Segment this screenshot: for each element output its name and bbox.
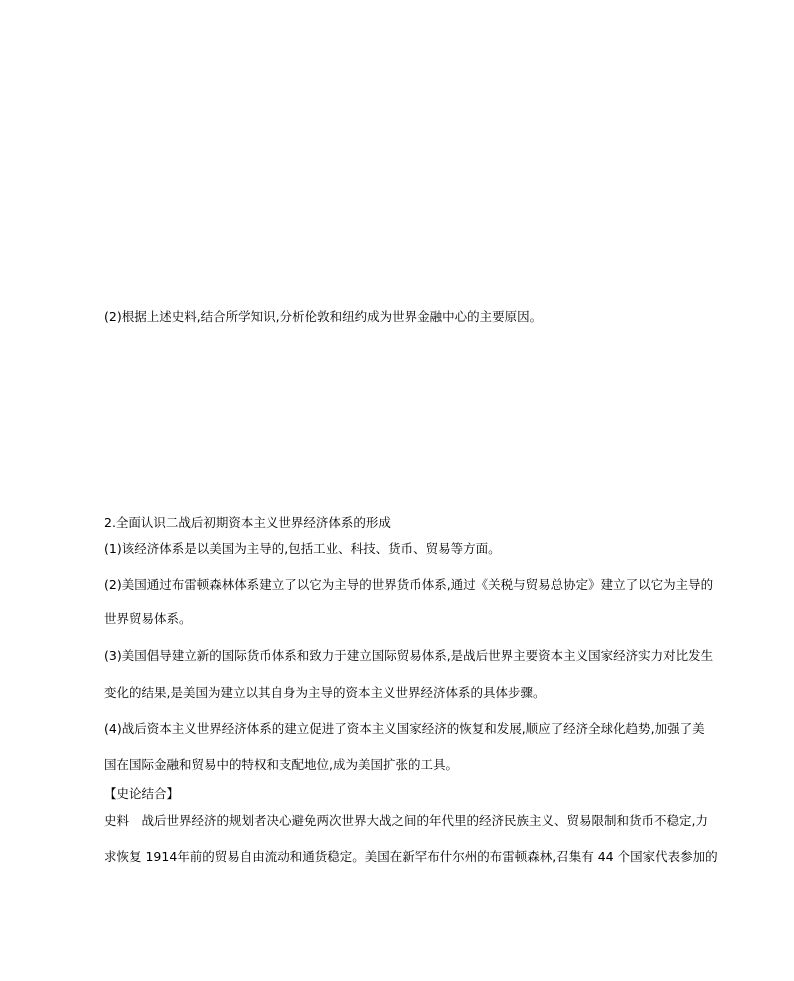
paragraph-3-line-1: (3)美国倡导建立新的国际货币体系和致力于建立国际贸易体系,是战后世界主要资本主义国家经济实力对比发生 (104, 648, 714, 663)
question-2: (2)根据上述史料,结合所学知识,分析伦敦和纽约成为世界金融中心的主要原因。 (104, 309, 543, 324)
source-text-line-2: 求恢复 1914年前的贸易自由流动和通货稳定。美国在新罕布什尔州的布雷顿森林,召集有 44 个国家代表参加的 (104, 849, 718, 864)
paragraph-3-line-2: 变化的结果,是美国为建立以其自身为主导的资本主义世界经济体系的具体步骤。 (104, 685, 546, 700)
paragraph-2-line-1: (2)美国通过布雷顿森林体系建立了以它为主导的世界货币体系,通过《关税与贸易总协定》建立了以它为主导的 (104, 577, 714, 592)
paragraph-1: (1)该经济体系是以美国为主导的,包括工业、科技、货币、贸易等方面。 (104, 541, 501, 556)
paragraph-4-line-2: 国在国际金融和贸易中的特权和支配地位,成为美国扩张的工具。 (104, 757, 458, 772)
source-text-line-1: 史料 战后世界经济的规划者决心避免两次世界大战之间的年代里的经济民族主义、贸易限制和货币不稳定,力 (104, 813, 708, 828)
paragraph-2-line-2: 世界贸易体系。 (104, 611, 192, 626)
shilun-heading: 【史论结合】 (104, 786, 180, 801)
section-2-heading: 2.全面认识二战后初期资本主义世界经济体系的形成 (104, 515, 391, 530)
paragraph-4-line-1: (4)战后资本主义世界经济体系的建立促进了资本主义国家经济的恢复和发展,顺应了经济全球化趋势,加强了美 (104, 721, 705, 736)
